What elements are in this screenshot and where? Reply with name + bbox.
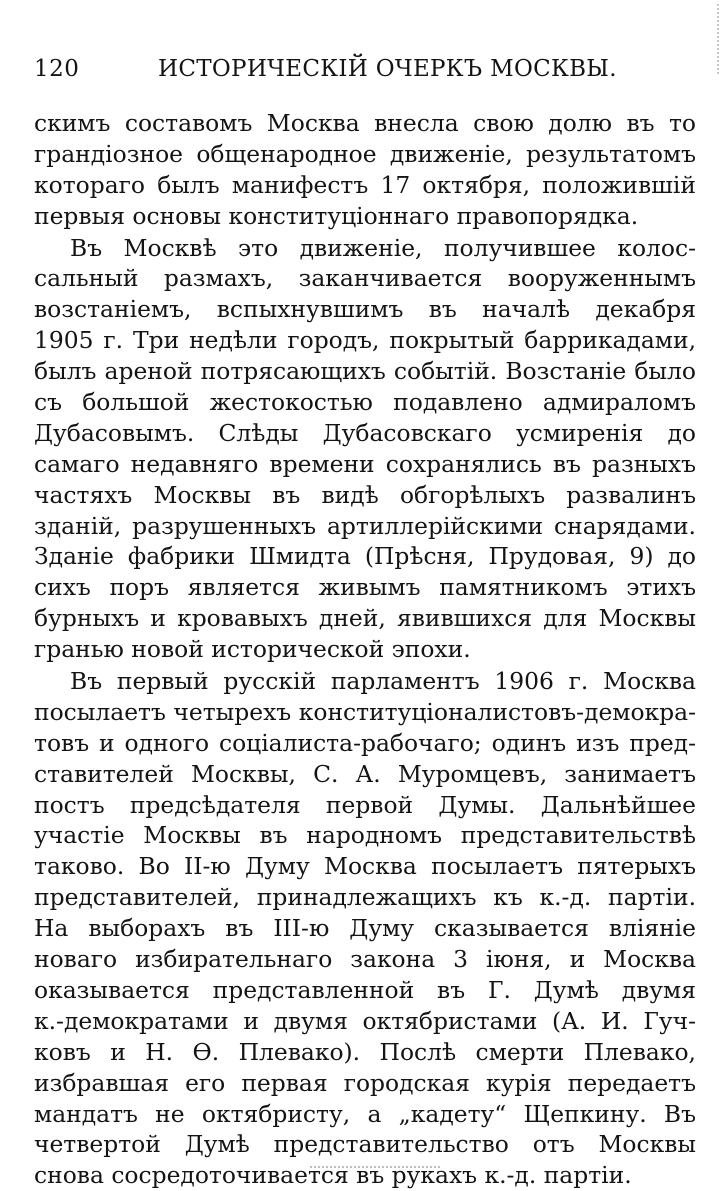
text-line: 1905 г. Три недѣли городъ, покрытый баррикадами, bbox=[34, 326, 696, 355]
text-line: зданій, разрушенныхъ артиллерійскими снарядами. bbox=[34, 511, 696, 540]
paragraph-3 bbox=[34, 666, 696, 1191]
text-line: грандіозное общенародное движеніе, результатомъ bbox=[34, 139, 696, 168]
text-line: первыя основы конституціоннаго правопорядка. bbox=[34, 201, 639, 230]
text-line: участіе Москвы въ народномъ представительствѣ bbox=[34, 821, 696, 850]
text-line: четвертой Думѣ представительство отъ Москвы bbox=[34, 1130, 696, 1159]
scan-edge-specks bbox=[699, 4, 719, 74]
page-bottom-smudge bbox=[310, 1166, 440, 1171]
text-line: съ большой жестокостью подавлено адмираломъ bbox=[34, 388, 696, 417]
text-line: постъ предсѣдателя первой Думы. Дальнѣйшее bbox=[34, 790, 696, 819]
text-line: мандатъ не октябристу, а „кадету“ Щепкину. Въ bbox=[34, 1099, 696, 1128]
text-line: ковъ и Н. Ѳ. Плевако). Послѣ смерти Плевако, bbox=[34, 1037, 696, 1066]
text-line: Зданіе фабрики Шмидта (Прѣсня, Прудовая, 9) до bbox=[34, 542, 696, 571]
paragraph-1 bbox=[34, 108, 696, 232]
text-line: гранью новой исторической эпохи. bbox=[34, 635, 471, 664]
body-text bbox=[34, 108, 696, 1191]
text-line: котораго былъ манифестъ 17 октября, положившій bbox=[34, 170, 696, 199]
text-line: Въ Москвѣ это движеніе, получившее колос- bbox=[70, 233, 696, 262]
paragraph-2 bbox=[34, 233, 696, 665]
text-line: самаго недавняго времени сохранялись въ разныхъ bbox=[34, 449, 696, 478]
text-line: таково. Во II-ю Думу Москва посылаетъ пятерыхъ bbox=[34, 852, 696, 881]
text-line: скимъ составомъ Москва внесла свою долю въ то bbox=[34, 109, 696, 137]
text-line: представителей, принадлежащихъ къ к.-д. партіи. bbox=[34, 883, 696, 912]
text-line: возстаніемъ, вспыхнувшимъ въ началѣ декабря bbox=[34, 295, 696, 324]
text-line: избравшая его первая городская курія передаетъ bbox=[34, 1068, 696, 1097]
text-line: новаго избирательнаго закона 3 іюня, и Москва bbox=[34, 945, 696, 974]
text-line: посылаетъ четырехъ конституціоналистовъ-демокра- bbox=[34, 697, 696, 726]
text-line: Дубасовымъ. Слѣды Дубасовскаго усмиренія до bbox=[34, 418, 696, 447]
page-header bbox=[34, 56, 674, 96]
text-line: былъ ареной потрясающихъ событій. Возстаніе было bbox=[34, 357, 696, 386]
text-line: частяхъ Москвы въ видѣ обгорѣлыхъ развалинъ bbox=[34, 480, 696, 509]
text-line: к.-демократами и двумя октябристами (А. И. Гуч- bbox=[34, 1006, 696, 1035]
text-line: бурныхъ и кровавыхъ дней, явившихся для Москвы bbox=[34, 604, 696, 633]
text-line: сихъ поръ является живымъ памятникомъ этихъ bbox=[34, 573, 696, 602]
text-line: снова сосредоточивается въ рукахъ к.-д. партіи. bbox=[34, 1161, 632, 1190]
text-line: оказывается представленной въ Г. Думѣ двумя bbox=[34, 975, 696, 1004]
text-line: товъ и одного соціалиста-рабочаго; одинъ изъ пред- bbox=[34, 728, 696, 757]
page-number: 120 bbox=[34, 56, 80, 82]
text-line: Въ первый русскій парламентъ 1906 г. Москва bbox=[70, 667, 696, 696]
text-line: ставителей Москвы, С. А. Муромцевъ, занимаетъ bbox=[34, 759, 696, 788]
text-line: сальный размахъ, заканчивается вооруженнымъ bbox=[34, 264, 696, 293]
text-line: На выборахъ въ III-ю Думу сказывается вліяніе bbox=[34, 914, 696, 943]
running-title: ИСТОРИЧЕСКІЙ ОЧЕРКЪ МОСКВЫ. bbox=[158, 56, 617, 82]
